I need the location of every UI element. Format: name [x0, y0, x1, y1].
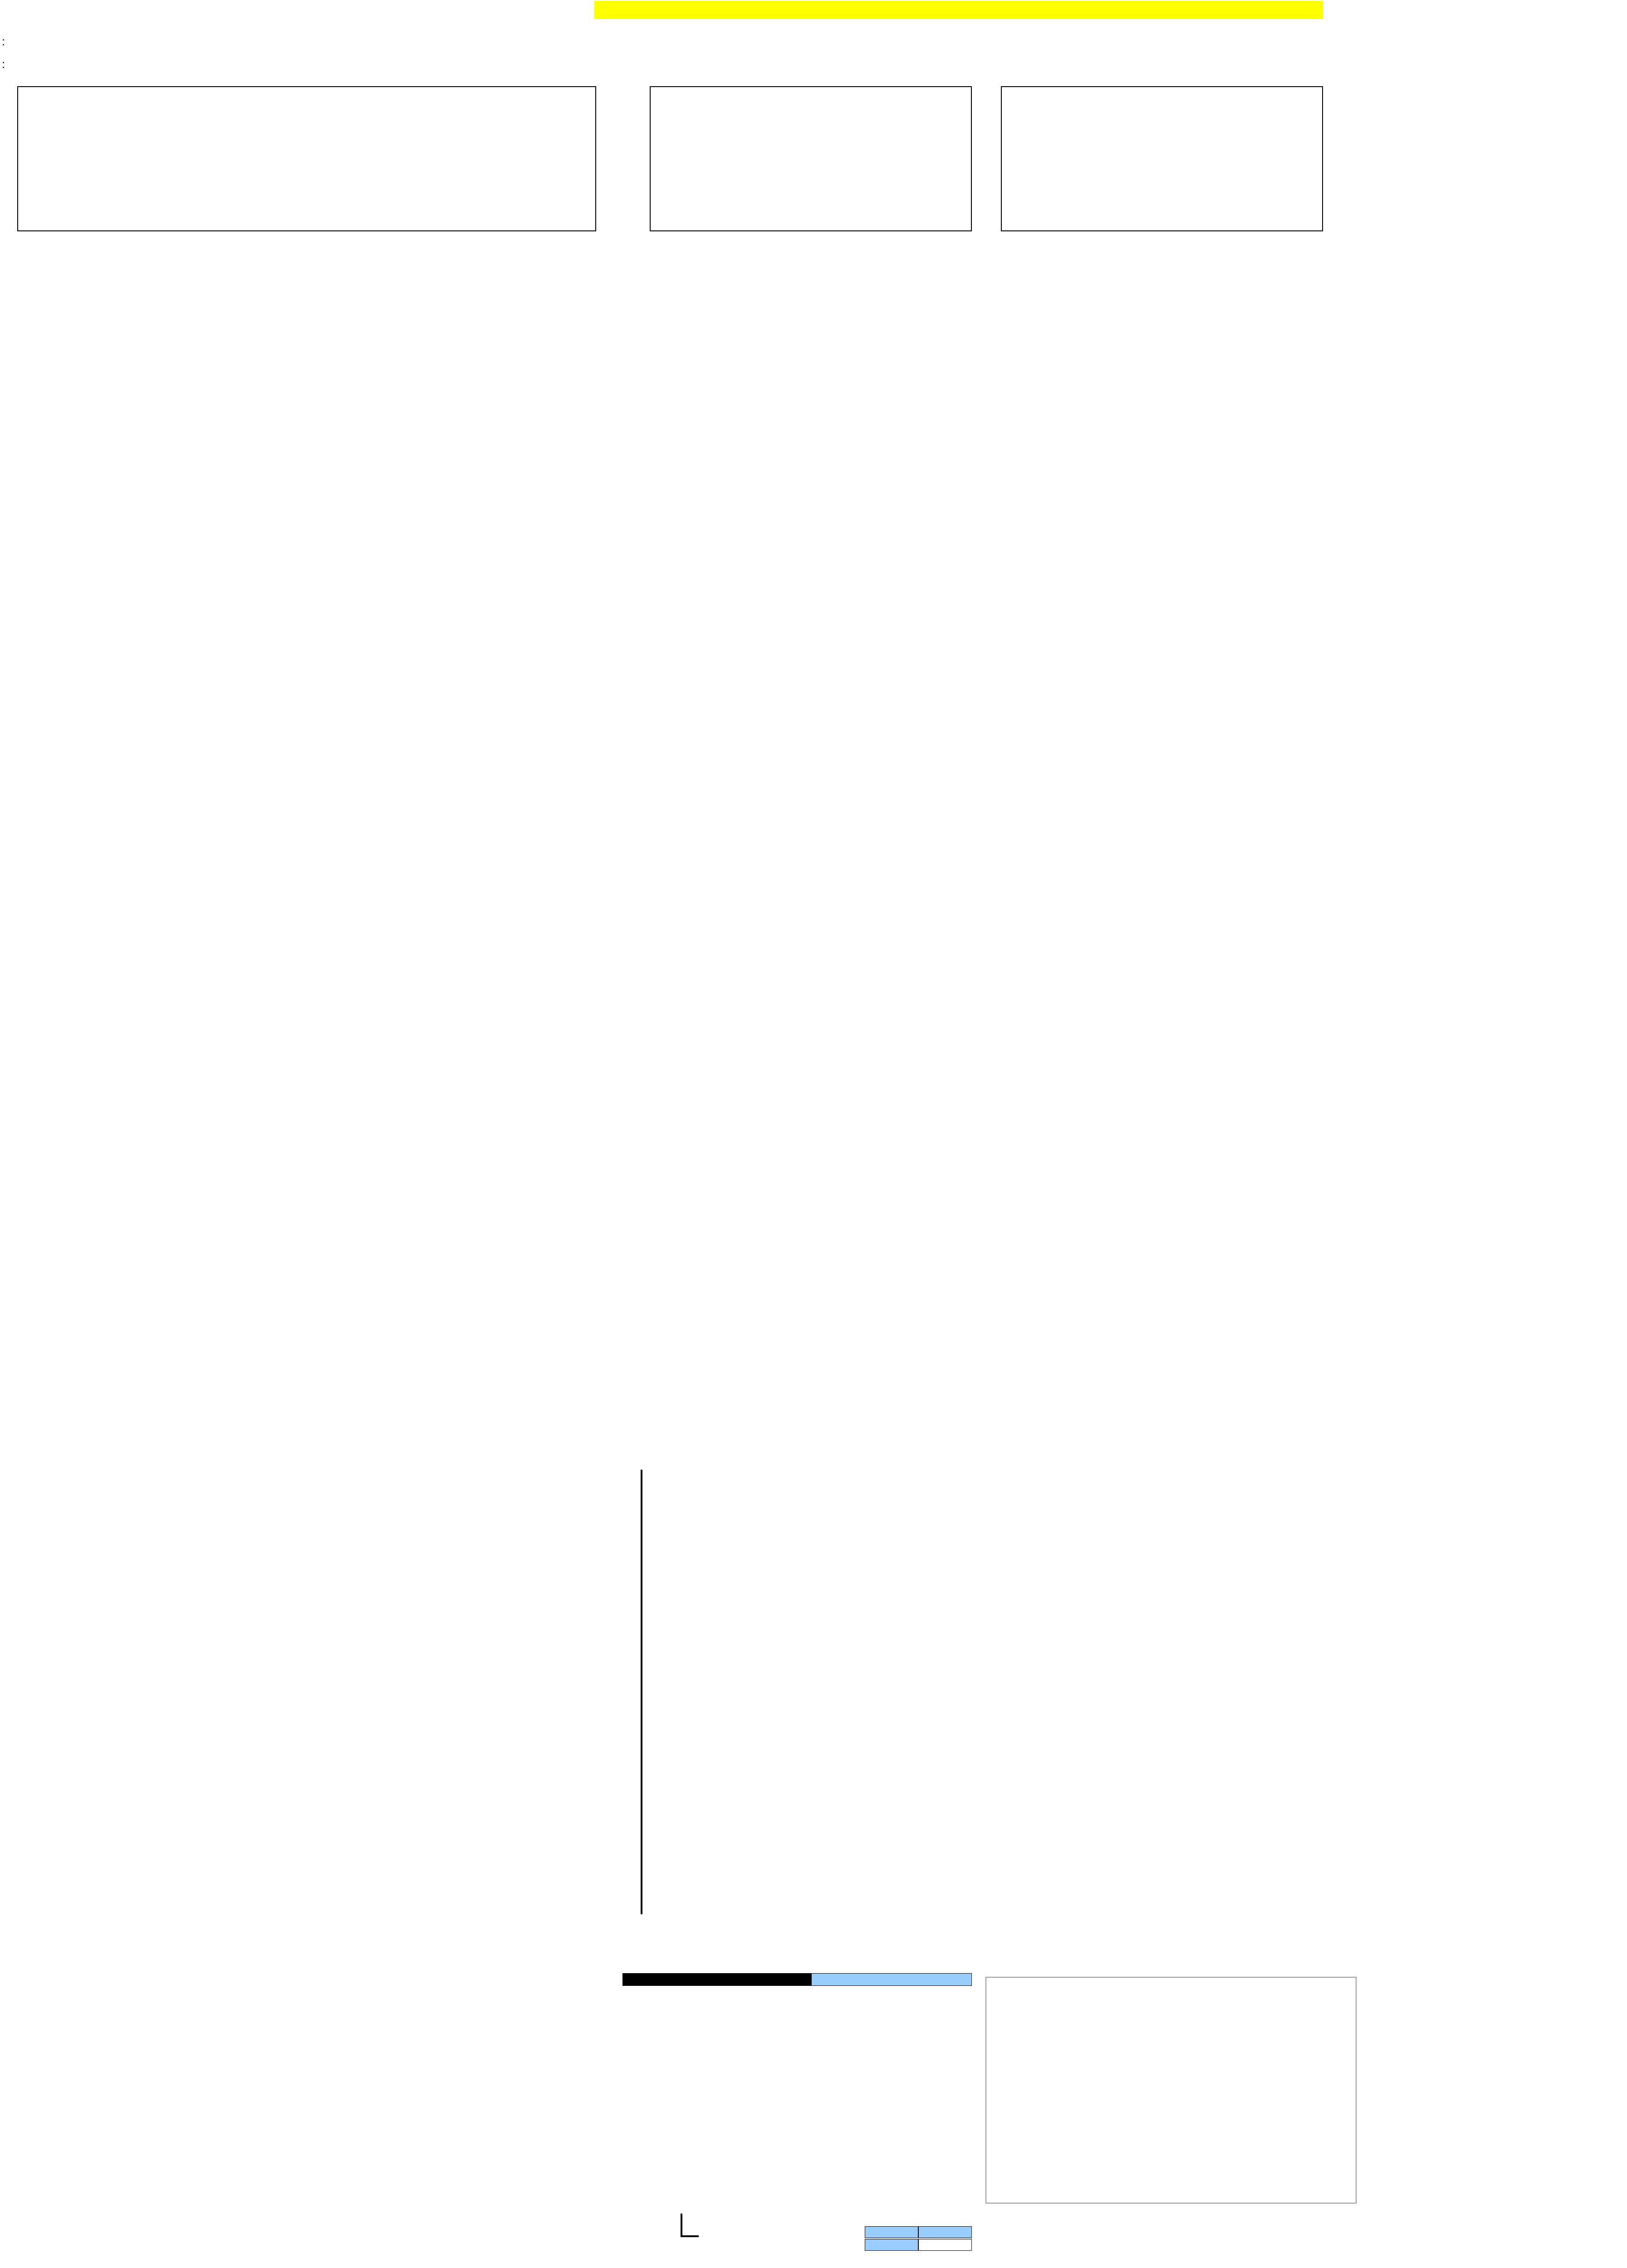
kriterium-label	[622, 1973, 813, 1986]
hilfstabelle-header-bar	[622, 1973, 972, 1986]
panel-evaluationsbericht	[1001, 86, 1323, 231]
gesamtkosten-label	[811, 1973, 972, 1986]
panel-kriterienkatalog	[17, 86, 596, 231]
eck-row1-pts[interactable]	[918, 2226, 972, 2238]
eckwerte-arrow	[681, 2214, 682, 2237]
ausschreibende-row: :	[2, 34, 5, 48]
gegenstand-row: :	[2, 57, 5, 71]
eck-row2-pts	[918, 2239, 972, 2251]
demand-curve-chart	[986, 1978, 1356, 2203]
eck-row1-chf[interactable]	[865, 2226, 918, 2238]
chart-frame	[985, 1977, 1357, 2204]
eckwerte-arrow-bottom	[681, 2235, 699, 2237]
eck-row2-chf[interactable]	[865, 2239, 918, 2251]
panel-bewertung	[650, 86, 972, 231]
info-banner[interactable]	[594, 1, 1323, 19]
bracket-line	[641, 1470, 642, 1914]
